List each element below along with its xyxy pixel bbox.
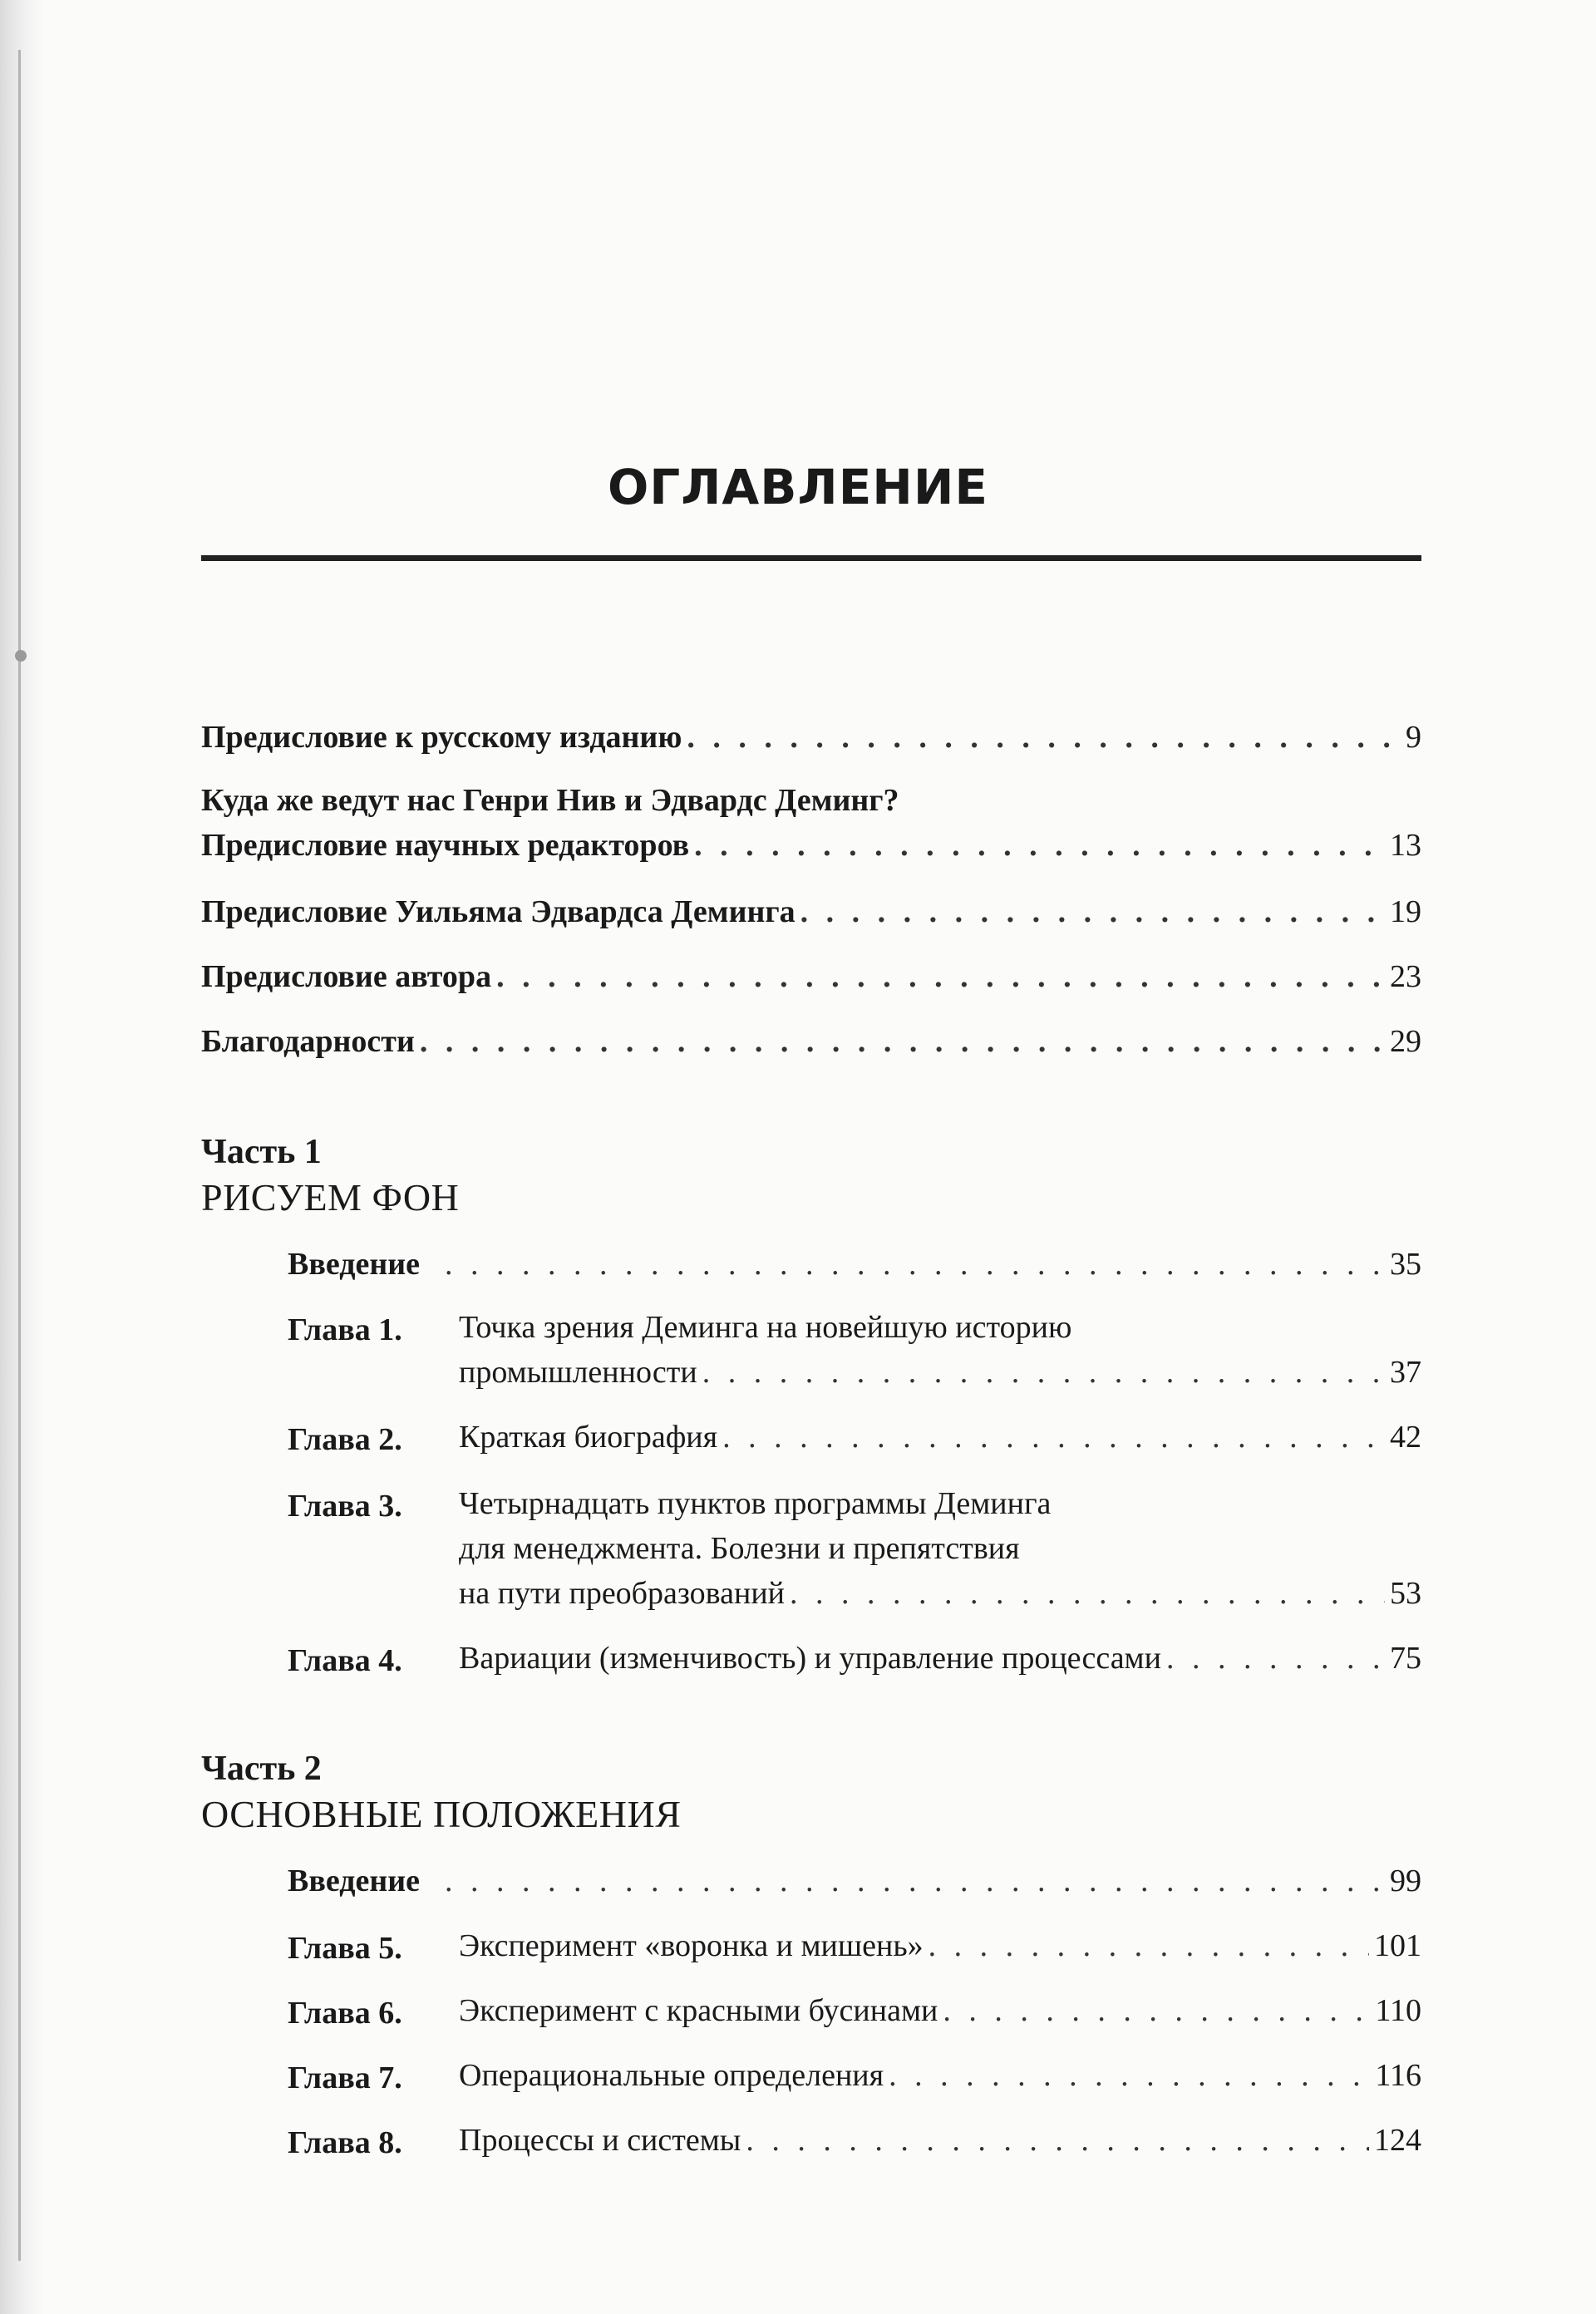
page-number: 116 xyxy=(1375,2058,1421,2093)
page-number: 75 xyxy=(1390,1641,1421,1676)
toc-entry-title: Благодарности xyxy=(201,1024,415,1059)
page-number: 13 xyxy=(1390,828,1421,863)
toc-entry-chapter-7[interactable] xyxy=(459,2060,1421,2091)
toc-entry-part1-intro[interactable] xyxy=(288,1248,1421,1280)
part-title: РИСУЕМ ФОН xyxy=(201,1176,460,1219)
toc-entry-title-line: Точка зрения Деминга на новейшую историю xyxy=(459,1310,1072,1345)
page-number: 37 xyxy=(1390,1355,1421,1390)
page-number: 99 xyxy=(1390,1864,1421,1898)
chapter-label: Глава 1. xyxy=(288,1312,402,1347)
chapter-label: Глава 8. xyxy=(288,2125,402,2160)
toc-entry-part2-intro[interactable] xyxy=(288,1865,1421,1897)
toc-entry-title: Вариации (изменчивость) и управление процессами xyxy=(459,1641,1161,1676)
toc-entry-chapter-1[interactable] xyxy=(459,1312,1421,1388)
toc-entry-chapter-8[interactable] xyxy=(459,2124,1421,2156)
chapter-label: Глава 3. xyxy=(288,1489,402,1524)
chapter-label: Глава 2. xyxy=(288,1422,402,1457)
page-number: 110 xyxy=(1375,1993,1421,2028)
part-label: Часть 1 xyxy=(201,1133,322,1171)
toc-entry-title-line: Куда же ведут нас Генри Нив и Эдвардс Деминг? xyxy=(201,783,899,818)
toc-entry-title: промышленности xyxy=(459,1355,697,1390)
page-number: 42 xyxy=(1390,1420,1421,1455)
dot-leader xyxy=(1166,1642,1385,1674)
intro-label: Введение xyxy=(288,1864,420,1898)
binding-mark xyxy=(15,650,27,662)
toc-entry-title: Процессы и системы xyxy=(459,2123,741,2158)
dot-leader xyxy=(687,721,1401,753)
page-number: 9 xyxy=(1406,720,1421,755)
toc-entry-title: Предисловие автора xyxy=(201,959,492,994)
dot-leader xyxy=(445,1865,1385,1897)
toc-entry-title: на пути преобразований xyxy=(459,1576,785,1611)
page-number: 35 xyxy=(1390,1247,1421,1282)
toc-entry-title: Операциональные определения xyxy=(459,2058,884,2093)
page-number: 29 xyxy=(1390,1024,1421,1059)
page-number: 23 xyxy=(1390,959,1421,994)
toc-entry-preface-author[interactable] xyxy=(201,961,1421,992)
dot-leader xyxy=(943,1995,1370,2026)
chapter-label: Глава 6. xyxy=(288,1996,402,2031)
toc-entry-title: Эксперимент с красными бусинами xyxy=(459,1993,938,2028)
book-binding-shadow xyxy=(0,0,43,2314)
toc-entry-title-line: для менеджмента. Болезни и препятствия xyxy=(459,1531,1020,1566)
dot-leader xyxy=(790,1578,1385,1609)
toc-entry-chapter-6[interactable] xyxy=(459,1995,1421,2026)
page-number: 124 xyxy=(1374,2123,1421,2158)
chapter-label: Глава 4. xyxy=(288,1643,402,1678)
toc-entry-chapter-3[interactable] xyxy=(459,1488,1421,1609)
intro-label: Введение xyxy=(288,1247,420,1282)
toc-entry-chapter-4[interactable] xyxy=(459,1642,1421,1674)
toc-entry-title: Предисловие к русскому изданию xyxy=(201,720,682,755)
dot-leader xyxy=(929,1930,1369,1962)
toc-entry-chapter-5[interactable] xyxy=(459,1930,1421,1962)
dot-leader xyxy=(722,1421,1385,1453)
dot-leader xyxy=(496,961,1385,992)
toc-entry-chapter-2[interactable] xyxy=(459,1421,1421,1453)
dot-leader xyxy=(694,830,1385,861)
toc-entry-title: Предисловие научных редакторов xyxy=(201,828,690,863)
toc-entry-title-line: Четырнадцать пунктов программы Деминга xyxy=(459,1486,1052,1521)
toc-entry-title: Эксперимент «воронка и мишень» xyxy=(459,1928,924,1963)
chapter-label: Глава 5. xyxy=(288,1931,402,1966)
dot-leader xyxy=(889,2060,1370,2091)
page-number: 101 xyxy=(1374,1928,1421,1963)
dot-leader xyxy=(420,1026,1385,1057)
page-number: 53 xyxy=(1390,1576,1421,1611)
part-label: Часть 2 xyxy=(201,1750,322,1788)
title-rule xyxy=(201,555,1421,561)
toc-entry-title: Предисловие Уильяма Эдвардса Деминга xyxy=(201,894,796,929)
binding-edge-line xyxy=(18,50,21,2261)
toc-entry-preface-deming[interactable] xyxy=(201,896,1421,928)
toc-entry-acknowledgements[interactable] xyxy=(201,1026,1421,1057)
chapter-label: Глава 7. xyxy=(288,2060,402,2095)
page-title: ОГЛАВЛЕНИЕ xyxy=(607,459,989,515)
dot-leader xyxy=(800,896,1385,928)
dot-leader xyxy=(702,1356,1385,1388)
toc-entry-preface-editors[interactable] xyxy=(201,785,1421,861)
dot-leader xyxy=(445,1248,1385,1280)
toc-entry-preface-russian[interactable] xyxy=(201,721,1421,753)
part-title: ОСНОВНЫЕ ПОЛОЖЕНИЯ xyxy=(201,1793,682,1835)
dot-leader xyxy=(746,2124,1369,2156)
page-number: 19 xyxy=(1390,894,1421,929)
toc-entry-title: Краткая биография xyxy=(459,1420,718,1455)
